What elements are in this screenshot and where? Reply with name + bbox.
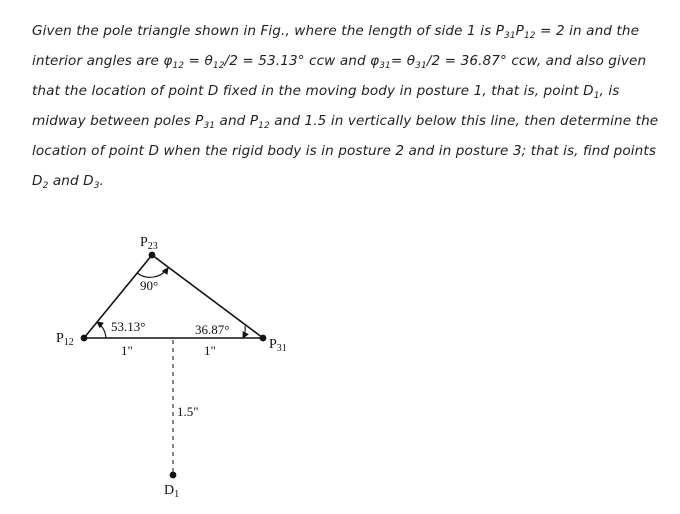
segment-label-right: 1" bbox=[204, 343, 216, 358]
angle-label-p12: 53.13° bbox=[111, 319, 146, 334]
problem-line-6: $D_2$ and $D_3$. bbox=[32, 173, 104, 191]
drop-length-label: 1.5" bbox=[177, 404, 199, 419]
segment-label-left: 1" bbox=[121, 343, 133, 358]
angle-arc-p12 bbox=[97, 322, 106, 338]
label-d1: $D_1$ bbox=[164, 483, 180, 500]
problem-line-1: Given the pole triangle shown in Fig., where the length of side 1 is $P_{31}P_{12} = 2$ in and the bbox=[32, 23, 640, 41]
angle-arc-p31 bbox=[243, 326, 245, 338]
problem-line-2: interior angles are $\varphi_{12} = \theta_{12}/2 = 53.13^\circ$ ccw and $\varphi_{31}= \theta_{31}/2 = 36.87^\circ$ ccw, and also given bbox=[32, 53, 647, 71]
pole-p31-point bbox=[260, 335, 267, 342]
label-p23: $P_{23}$ bbox=[140, 235, 158, 252]
point-d1 bbox=[170, 472, 177, 479]
pole-p23-point bbox=[149, 252, 156, 259]
angle-label-p31: 36.87° bbox=[195, 322, 230, 337]
problem-line-4: midway between poles $P_{31}$ and $P_{12}$ and 1.5 in vertically below this line, then determine the bbox=[32, 113, 659, 131]
label-p12: $P_{12}$ bbox=[56, 331, 74, 348]
angle-label-p23: 90° bbox=[140, 278, 159, 293]
pole-p12-point bbox=[81, 335, 88, 342]
problem-line-3: that the location of point D fixed in the moving body in posture 1, that is, point $D_1$, is bbox=[32, 83, 620, 101]
problem-line-5: location of point D when the rigid body is in posture 2 and in posture 3; that is, find points bbox=[32, 143, 657, 159]
label-p31: $P_{31}$ bbox=[269, 337, 287, 354]
angle-arc-p23 bbox=[137, 268, 168, 277]
